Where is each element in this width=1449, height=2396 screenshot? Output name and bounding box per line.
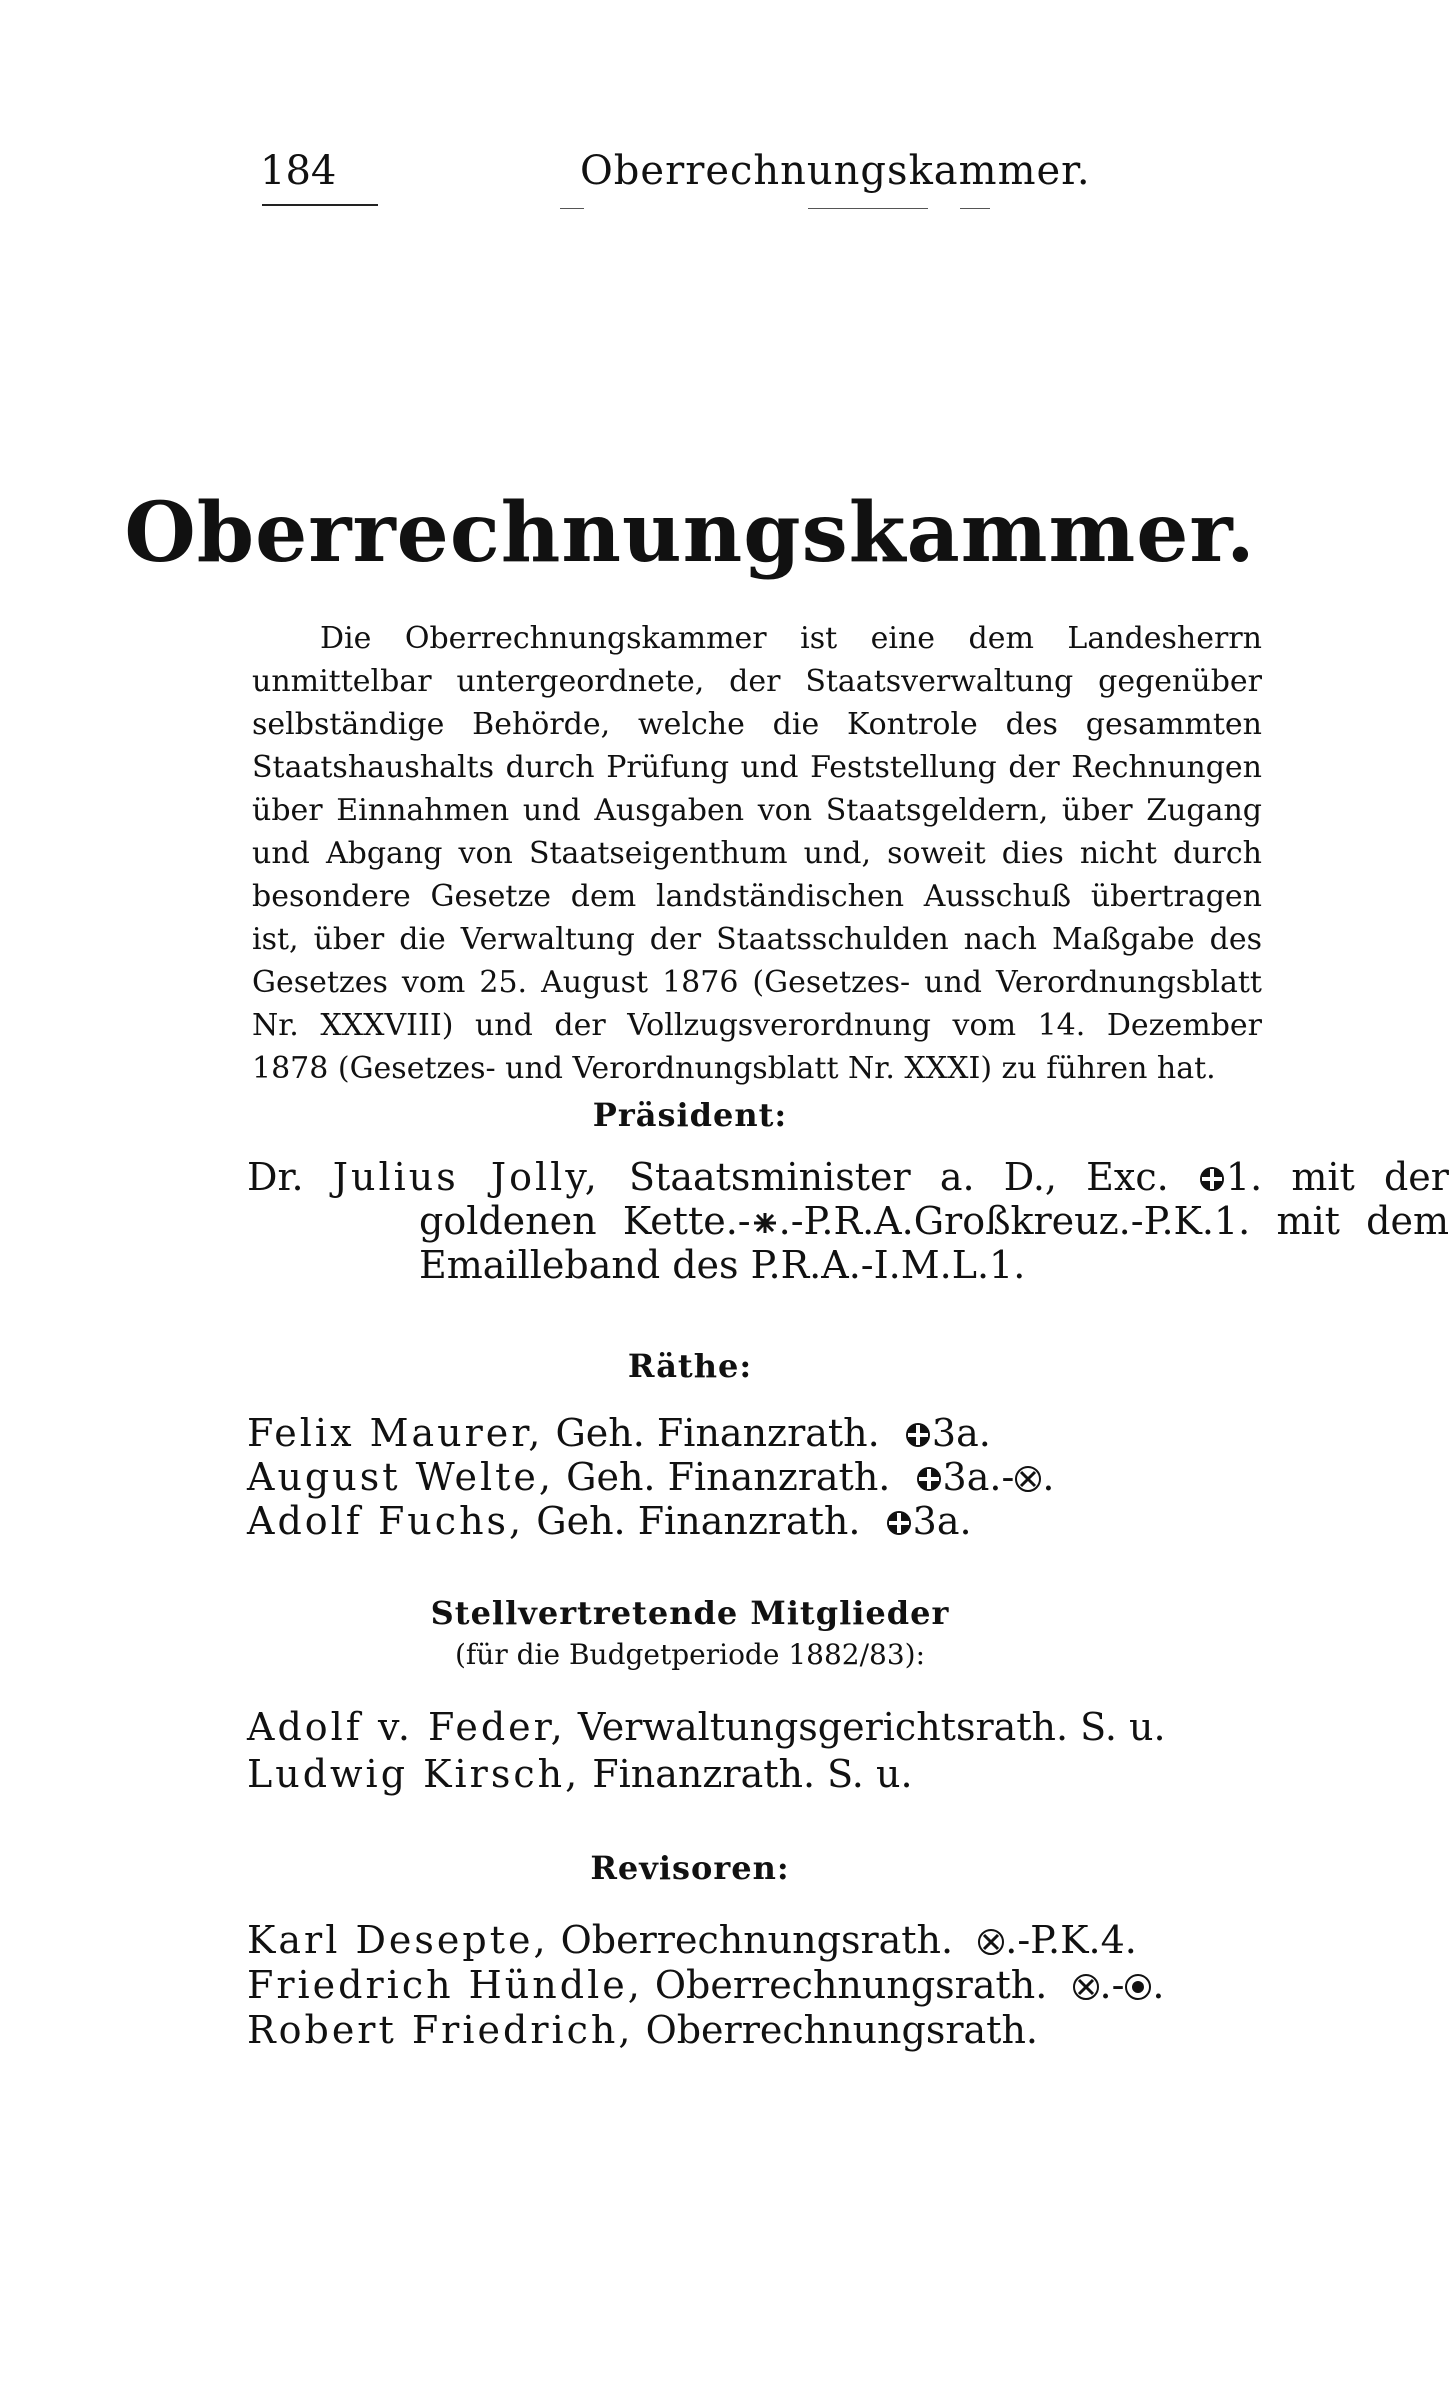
- decoration-text: .: [1152, 1963, 1165, 2007]
- crossed-swords-icon: [1072, 1973, 1100, 2001]
- section-heading-raethe: Räthe:: [627, 1347, 753, 1385]
- entry-rank: Geh. Finanzrath.: [555, 1411, 880, 1455]
- crossed-swords-icon: [1014, 1465, 1042, 1493]
- entry-rank: Verwaltungsgerichtsrath. S. u.: [577, 1705, 1166, 1749]
- decoration-text: .-: [1099, 1963, 1125, 2007]
- chain-cross-icon: [751, 1209, 779, 1237]
- entry-name: Robert Friedrich,: [247, 2008, 634, 2052]
- header-rule: [262, 204, 378, 206]
- list-item: [247, 1455, 1277, 1499]
- entry-rank: Oberrechnungsrath.: [654, 1963, 1048, 2007]
- order-cross-icon: [885, 1509, 913, 1537]
- praesident-entry: [247, 1155, 1449, 1287]
- entry-rank: Oberrechnungsrath.: [645, 2008, 1038, 2052]
- order-cross-icon: [904, 1421, 932, 1449]
- header-dash: [560, 208, 584, 209]
- order-cross-icon: [1198, 1165, 1226, 1193]
- entry-rank: Staatsminister a. D., Exc.: [629, 1155, 1169, 1199]
- intro-paragraph: Die Oberrechnungskammer ist eine dem Landesherrn unmittelbar untergeordnete, der Staatsverwaltung gegenüber selbständige Behörde, welche die Kontrole des gesammten Staatshaushalts durch Prüfung und Feststellung der Rechnungen über Einnahmen und Ausgaben von Staatsgeldern, über Zugang und Abgang von Staatseigenthum und, soweit dies nicht durch besondere Gesetze dem landständischen Ausschuß übertragen ist, über die Verwaltung der Staatsschulden nach Maßgabe des Gesetzes vom 25. August 1876 (Gesetzes- und Verordnungsblatt Nr. XXXVIII) und der Vollzugsverordnung vom 14. Dezember 1878 (Gesetzes- und Verordnungsblatt Nr. XXXI) zu führen hat.: [252, 621, 1262, 1086]
- decoration-text: .: [1042, 1455, 1055, 1499]
- entry-name: Adolf Fuchs,: [247, 1499, 525, 1543]
- entry-name: August Welte,: [247, 1455, 555, 1499]
- decoration-text: 3a.: [912, 1499, 972, 1543]
- running-head: [0, 148, 1380, 208]
- section-subheading: (für die Budgetperiode 1882/83):: [455, 1638, 925, 1671]
- section-heading-praesident: Präsident:: [592, 1096, 788, 1134]
- decoration-text: 1. mit der goldenen Kette.-: [419, 1155, 1449, 1243]
- section-heading-revisoren: Revisoren:: [590, 1849, 790, 1887]
- list-item: [247, 1963, 1277, 2007]
- entry-rank: Oberrechnungsrath.: [560, 1918, 954, 1962]
- crossed-swords-icon: [977, 1928, 1005, 1956]
- running-title: Oberrechnungskammer.: [580, 148, 1091, 194]
- page-title: Oberrechnungskammer.: [124, 485, 1256, 581]
- list-item: [247, 2008, 1277, 2052]
- entry-name: Adolf v. Feder,: [247, 1705, 566, 1749]
- page-number: 184: [260, 148, 337, 194]
- list-item: [247, 1411, 1277, 1455]
- order-cross-icon: [915, 1465, 943, 1493]
- decoration-text: .-P.K.4.: [1005, 1918, 1137, 1962]
- entry-name: Karl Desepte,: [247, 1918, 549, 1962]
- section-heading-stellvertretende: Stellvertretende Mitglieder: [430, 1594, 950, 1632]
- entry-name: Felix Maurer,: [247, 1411, 544, 1455]
- list-item: [247, 1918, 1277, 1962]
- entry-rank: Geh. Finanzrath.: [536, 1499, 861, 1543]
- list-item: [247, 1705, 1277, 1749]
- decoration-text: 3a.: [931, 1411, 991, 1455]
- list-item: [247, 1752, 1277, 1796]
- entry-name: Julius Jolly,: [332, 1155, 600, 1199]
- entry-name: Friedrich Hündle,: [247, 1963, 643, 2007]
- list-item: [247, 1499, 1277, 1543]
- entry-rank: Geh. Finanzrath.: [566, 1455, 891, 1499]
- entry-name: Ludwig Kirsch,: [247, 1752, 581, 1796]
- decoration-text: 3a.-: [942, 1455, 1015, 1499]
- entry-title: Dr.: [247, 1155, 304, 1199]
- entry-rank: Finanzrath. S. u.: [592, 1752, 913, 1796]
- header-dash: [808, 208, 928, 209]
- decoration-text: .-P.R.A.Großkreuz.-P.K.1. mit dem Emailleband des P.R.A.-I.M.L.1.: [419, 1199, 1449, 1287]
- medal-icon: [1124, 1973, 1152, 2001]
- header-dash: [960, 208, 990, 209]
